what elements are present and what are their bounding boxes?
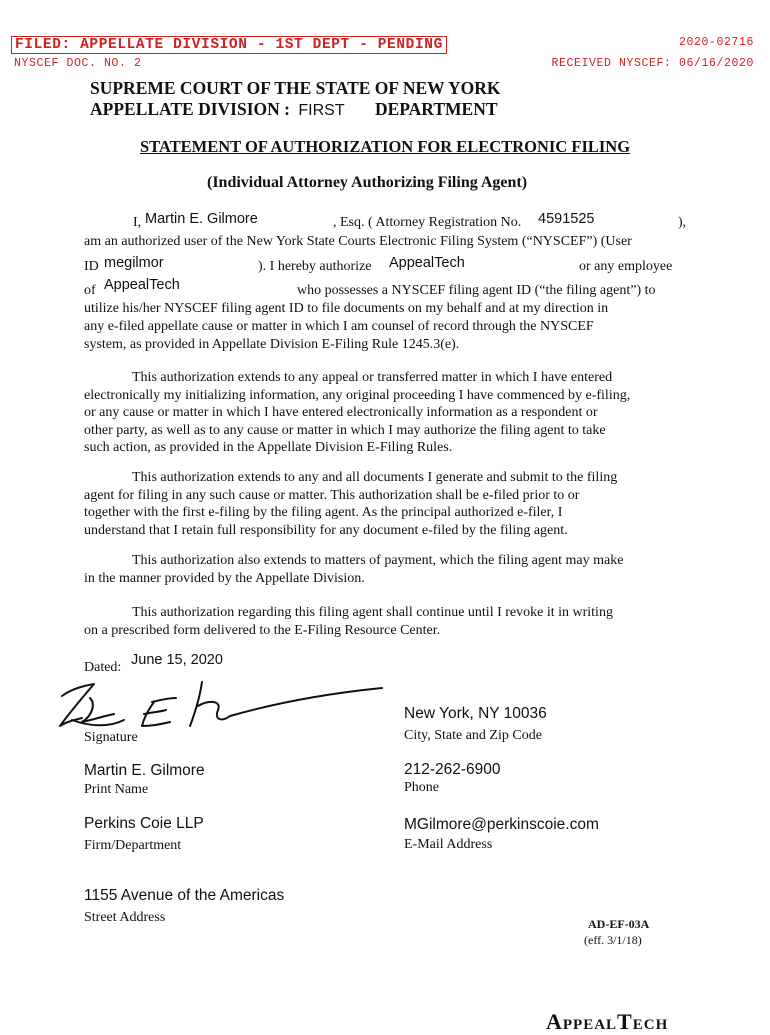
paragraph-line: This authorization extends to any appeal or transferred matter in which I have entered [132, 370, 613, 385]
print-name-label: Print Name [84, 782, 149, 797]
city-field: New York, NY 10036 [404, 705, 547, 722]
city-label: City, State and Zip Code [404, 728, 542, 743]
user-id-label: ID [84, 259, 99, 274]
appealtech-logo: AppealTech [546, 1009, 669, 1034]
phone-label: Phone [404, 780, 439, 795]
paragraph-line: or any cause or matter in which I have entered electronically information as a respondent or [84, 405, 598, 421]
paragraph-line: agent for filing in any such cause or matter. This authorization shall be e-filed prior to or [84, 487, 580, 503]
street-label: Street Address [84, 910, 166, 925]
intro-line2: am an authorized user of the New York State Courts Electronic Filing System (“NYSCEF”) (User [84, 234, 632, 249]
intro-authorize: ). I hereby authorize [258, 259, 372, 274]
attorney-name-field: Martin E. Gilmore [145, 211, 258, 227]
division-suffix: DEPARTMENT [374, 99, 498, 119]
division-prefix: APPELLATE DIVISION : [90, 99, 290, 119]
dated-value: June 15, 2020 [131, 652, 223, 668]
paragraph-payment [84, 552, 686, 587]
intro-i: I, [133, 215, 142, 230]
form-code: AD-EF-03A [588, 917, 650, 931]
dated-label: Dated: [84, 660, 122, 675]
intro-line7: system, as provided in Appellate Division E-Filing Rule 1245.3(e). [84, 337, 460, 352]
intro-line6: any e-filed appellate cause or matter in which I am counsel of record through the NYSCEF [84, 319, 594, 334]
email-field: MGilmore@perkinscoie.com [404, 816, 599, 833]
intro-esq: , Esq. ( Attorney Registration No. [333, 215, 522, 230]
paragraph-line: such action, as provided in the Appellate Division E-Filing Rules. [84, 440, 453, 456]
paragraph-line: This authorization also extends to matters of payment, which the filing agent may make [132, 553, 624, 568]
intro-or-any: or any employee [579, 259, 673, 274]
paragraph-line: on a prescribed form delivered to the E-Filing Resource Center. [84, 622, 441, 638]
email-label: E-Mail Address [404, 837, 493, 852]
received-date: RECEIVED NYSCEF: 06/16/2020 [551, 57, 754, 70]
firm-label: Firm/Department [84, 838, 182, 853]
document-subtitle: (Individual Attorney Authorizing Filing Agent) [207, 174, 528, 191]
filing-agent-org-field: AppealTech [104, 277, 180, 293]
court-division [90, 99, 498, 120]
department-name: FIRST [298, 102, 345, 119]
document-title: STATEMENT OF AUTHORIZATION FOR ELECTRONIC FILING [140, 137, 631, 156]
paragraph-line: This authorization regarding this filing agent shall continue until I revoke it in writing [132, 605, 613, 620]
paragraph-documents [84, 469, 686, 539]
paragraph-line: electronically my initializing information, any original proceeding I have commenced by e-filing, [84, 387, 631, 403]
intro-line5: utilize his/her NYSCEF filing agent ID to file documents on my behalf and at my direction in [84, 301, 609, 316]
intro-possesses: who possesses a NYSCEF filing agent ID (“the filing agent”) to [297, 283, 656, 298]
paragraph-line: together with the first e-filing by the filing agent. As the principal authorized e-filer, I [84, 505, 563, 521]
paragraph-line: other party, as well as to any cause or matter in which I may authorize the filing agent to take [84, 422, 606, 438]
intro-of: of [84, 283, 96, 298]
paragraph-line: in the manner provided by the Appellate Division. [84, 570, 365, 586]
filing-agent-field: AppealTech [389, 255, 465, 271]
intro-close: ), [678, 215, 687, 230]
paragraph-line: This authorization extends to any and all documents I generate and submit to the filing [132, 470, 618, 485]
signature-label: Signature [84, 730, 138, 745]
print-name-field: Martin E. Gilmore [84, 762, 205, 779]
phone-field: 212-262-6900 [404, 761, 501, 778]
paragraph-revocation [84, 604, 686, 639]
firm-field: Perkins Coie LLP [84, 815, 204, 832]
filed-stamp: FILED: APPELLATE DIVISION - 1ST DEPT - PENDING [11, 36, 447, 54]
court-name: SUPREME COURT OF THE STATE OF NEW YORK [90, 78, 501, 98]
user-id-field: megilmor [104, 255, 164, 271]
paragraph-scope [84, 369, 686, 457]
paragraph-line: understand that I retain full responsibility for any document e-filed by the filing agent. [84, 522, 568, 538]
form-effective-date: (eff. 3/1/18) [584, 933, 642, 947]
index-number: 2020-02716 [678, 36, 754, 49]
street-field: 1155 Avenue of the Americas [84, 887, 285, 904]
registration-number-field: 4591525 [538, 211, 595, 227]
doc-number: NYSCEF DOC. NO. 2 [14, 57, 142, 70]
